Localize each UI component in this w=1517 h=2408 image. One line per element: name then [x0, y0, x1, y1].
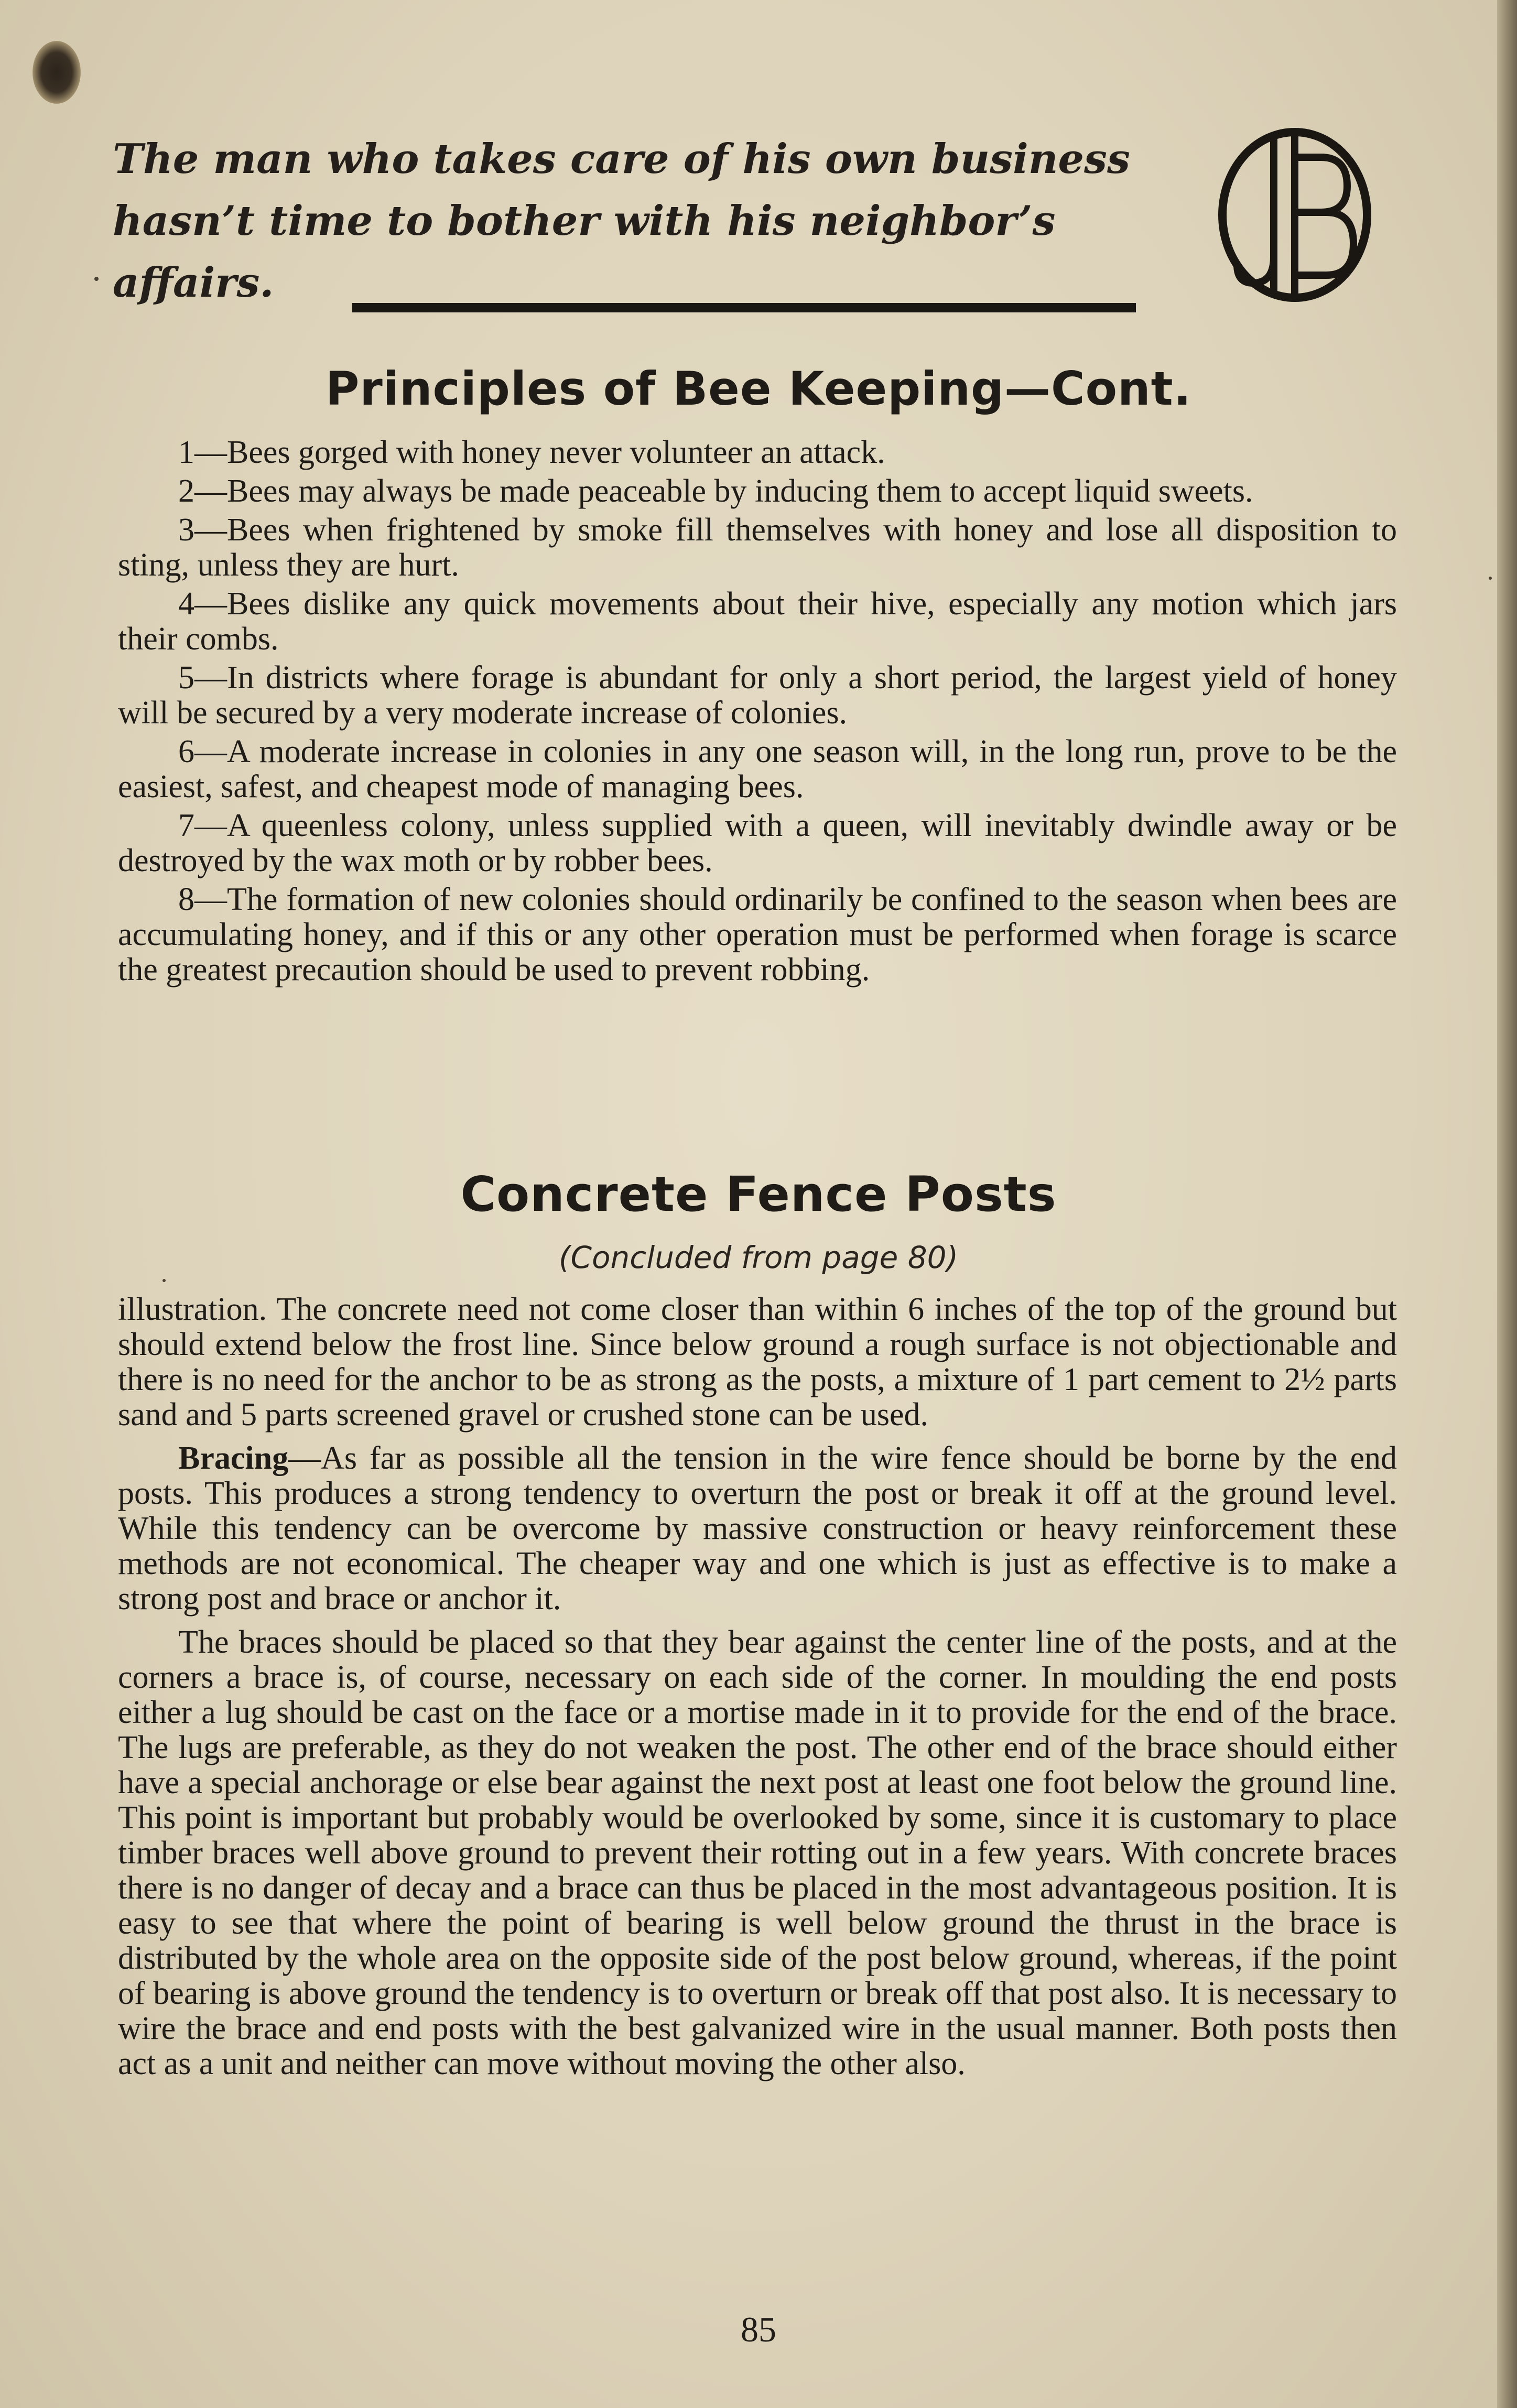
rule-item: 1—Bees gorged with honey never volunteer an attack. — [178, 435, 885, 470]
jb-monogram-icon — [1216, 126, 1373, 304]
rule-item: 3—Bees when frightened by smoke fill themselves with honey and lose all disposition to sting, unless they are hurt. — [118, 512, 1397, 583]
bracing-paragraph-text: —As far as possible all the tension in the wire fence should be borne by the end posts. This produces a strong tendency to overturn the post or break it off at the ground level. While this tendency can be overcome by massive construction or heavy reinforcement these methods are not economical. The cheaper way and one which is just as effective is to make a strong post and brace or anchor it. — [118, 1440, 1397, 1617]
page-number: 85 — [741, 2309, 776, 2349]
continuation-note: (Concluded from page 80) — [558, 1240, 959, 1275]
bracing-run-in-heading: Bracing — [178, 1440, 289, 1476]
paper-speck — [162, 1279, 166, 1282]
rule-item: 5—In districts where forage is abundant for only a short period, the largest yield of honey will be secured by a very moderate increase of colonies. — [118, 660, 1397, 731]
rule-item: 4—Bees dislike any quick movements about their hive, especially any motion which jars their combs. — [118, 586, 1397, 657]
binding-hole — [32, 41, 81, 104]
rule-item: 6—A moderate increase in colonies in any one season will, in the long run, prove to be the easiest, safest, and cheapest mode of managing bees. — [118, 734, 1397, 805]
fence-posts-title: Concrete Fence Posts — [460, 1166, 1057, 1222]
paper-speck — [1489, 577, 1492, 580]
rule-item: 8—The formation of new colonies should ordinarily be confined to the season when bees are accumulating honey, and if this or any other operation must be performed when forage is scarce the greatest precaution should be used to prevent robbing. — [118, 882, 1397, 988]
fence-paragraph — [118, 1441, 1397, 1617]
rule-item: 7—A queenless colony, unless supplied with a queen, will inevitably dwindle away or be destroyed by the wax moth or by robber bees. — [118, 808, 1397, 878]
header-divider — [352, 303, 1136, 312]
fence-posts-body — [118, 1292, 1397, 2090]
paper-speck — [94, 277, 99, 281]
bee-keeping-title: Principles of Bee Keeping—Cont. — [325, 362, 1192, 416]
header-motto: The man who takes care of his own business hasn’t time to bother with his neighbor’s affairs. — [113, 135, 1130, 307]
rule-item: 2—Bees may always be made peaceable by inducing them to accept liquid sweets. — [178, 473, 1253, 509]
fence-paragraph: illustration. The concrete need not come closer than within 6 inches of the top of the ground but should extend below the frost line. Since below ground a rough surface is not objectionable and there is no need for the anchor to be as strong as the posts, a mixture of 1 part cement to 2½ parts sand and 5 parts screened gravel or crushed stone can be used. — [118, 1292, 1397, 1433]
fence-paragraph: The braces should be placed so that they bear against the center line of the posts, and at the corners a brace is, of course, necessary on each side of the corner. In moulding the end posts either a lug should be cast on the face or a mortise made in it to provide for the end of the brace. The lugs are preferable, as they do not weaken the post. The other end of the brace should either have a special anchorage or else bear against the next post at least one foot below the ground line. This point is important but probably would be overlooked by some, since it is customary to place timber braces well above ground to prevent their rotting out in a few years. With concrete braces there is no danger of decay and a brace can thus be placed in the most advantageous position. It is easy to see that where the point of bearing is well below ground the thrust in the brace is distributed by the whole area on the opposite side of the post below ground, whereas, if the point of bearing is above ground the tendency is to overturn or break off that post also. It is necessary to wire the brace and end posts with the best galvanized wire in the usual manner. Both posts then act as a unit and neither can move without moving the other also. — [118, 1624, 1397, 2081]
bee-keeping-rules — [118, 435, 1397, 991]
